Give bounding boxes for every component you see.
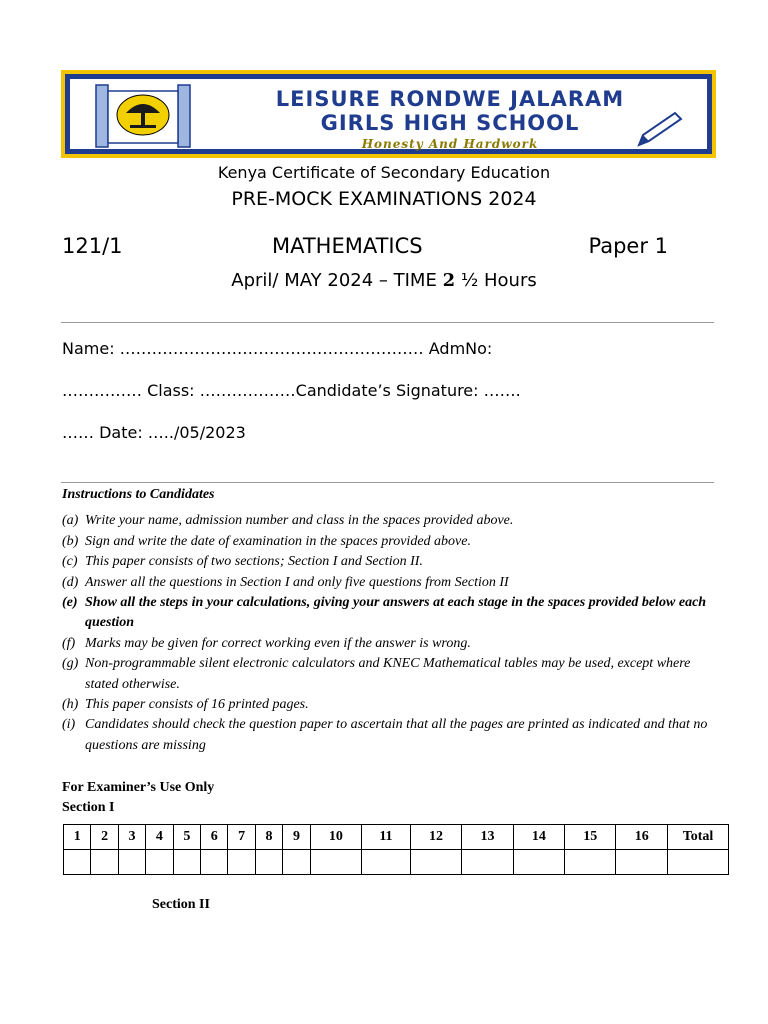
col-header: 3: [118, 825, 145, 850]
subject-name: MATHEMATICS: [272, 234, 423, 258]
section-one-label: Section I: [62, 800, 115, 815]
marks-entry-row: [64, 850, 729, 875]
school-motto: Honesty And Hardwork: [361, 137, 539, 151]
candidate-date-line: …… Date: …../05/2023: [62, 423, 246, 442]
instruction-item: (c) This paper consists of two sections; Section I and Section II.: [62, 554, 423, 570]
col-header: 8: [255, 825, 282, 850]
mark-cell: [201, 850, 228, 875]
col-header-total: Total: [668, 825, 729, 850]
mark-cell: [362, 850, 411, 875]
mark-cell: [255, 850, 282, 875]
section-two-label: Section II: [152, 897, 210, 912]
col-header: 12: [410, 825, 461, 850]
examiner-title: For Examiner’s Use Only: [62, 780, 215, 795]
mark-cell: [91, 850, 118, 875]
mark-cell: [565, 850, 616, 875]
instruction-item: (f) Marks may be given for correct working even if the answer is wrong.: [62, 635, 471, 651]
col-header: 1: [64, 825, 91, 850]
instruction-item: (i) Candidates should check the question paper to ascertain that all the pages are printed as indicated and that no questions are missing: [62, 717, 708, 753]
mark-cell: [310, 850, 361, 875]
divider-top: [61, 322, 714, 323]
col-header: 13: [462, 825, 513, 850]
col-header: 14: [513, 825, 564, 850]
pen-icon: [629, 109, 689, 149]
instruction-item: (e) Show all the steps in your calculations, giving your answers at each stage in the spaces provided below each question: [62, 595, 707, 631]
mark-cell: [173, 850, 200, 875]
instruction-item: (h) This paper consists of 16 printed pages.: [62, 697, 309, 713]
school-banner: [61, 70, 716, 158]
col-header: 11: [362, 825, 411, 850]
mark-cell: [283, 850, 310, 875]
instruction-item: (b) Sign and write the date of examination in the spaces provided above.: [62, 533, 471, 549]
col-header: 6: [201, 825, 228, 850]
mark-cell: [228, 850, 255, 875]
instruction-item: (a) Write your name, admission number and class in the spaces provided above.: [62, 513, 514, 529]
banner-inner: [69, 78, 708, 150]
mark-cell: [410, 850, 461, 875]
school-name-line2: GIRLS HIGH SCHOOL: [320, 111, 580, 135]
col-header: 9: [283, 825, 310, 850]
col-header: 7: [228, 825, 255, 850]
col-header: 15: [565, 825, 616, 850]
exam-time: April/ MAY 2024 – TIME 2 ½ Hours: [231, 270, 537, 291]
instructions-title: Instructions to Candidates: [62, 487, 215, 502]
mark-cell-total: [668, 850, 729, 875]
mark-cell: [64, 850, 91, 875]
mark-cell: [462, 850, 513, 875]
instructions: [62, 485, 722, 756]
exam-body: Kenya Certificate of Secondary Education: [217, 163, 551, 182]
time-hours: 2: [442, 270, 456, 291]
school-logo-icon: [88, 81, 200, 151]
col-header: 5: [173, 825, 200, 850]
exam-name: PRE-MOCK EXAMINATIONS 2024: [231, 188, 537, 210]
school-name-line1: LEISURE RONDWE JALARAM: [275, 87, 625, 111]
paper-code: 121/1: [62, 234, 123, 258]
mark-cell: [513, 850, 564, 875]
marks-header-row: [64, 825, 729, 850]
examiner-section: [62, 778, 214, 818]
marks-table: [63, 824, 729, 875]
col-header: 16: [616, 825, 668, 850]
instruction-item: (g) Non-programmable silent electronic calculators and KNEC Mathematical tables may be used, except where stated otherwise.: [62, 656, 691, 692]
col-header: 2: [91, 825, 118, 850]
candidate-name-line: Name: ………………………………………………… AdmNo:: [62, 339, 493, 358]
mark-cell: [616, 850, 668, 875]
candidate-class-line: …………… Class: ………………Candidate’s Signature: …….: [62, 381, 521, 400]
col-header: 10: [310, 825, 361, 850]
divider-instructions: [61, 482, 714, 483]
instruction-item: (d) Answer all the questions in Section I and only five questions from Section II: [62, 574, 509, 590]
mark-cell: [118, 850, 145, 875]
mark-cell: [146, 850, 173, 875]
paper-number: Paper 1: [588, 234, 668, 258]
col-header: 4: [146, 825, 173, 850]
